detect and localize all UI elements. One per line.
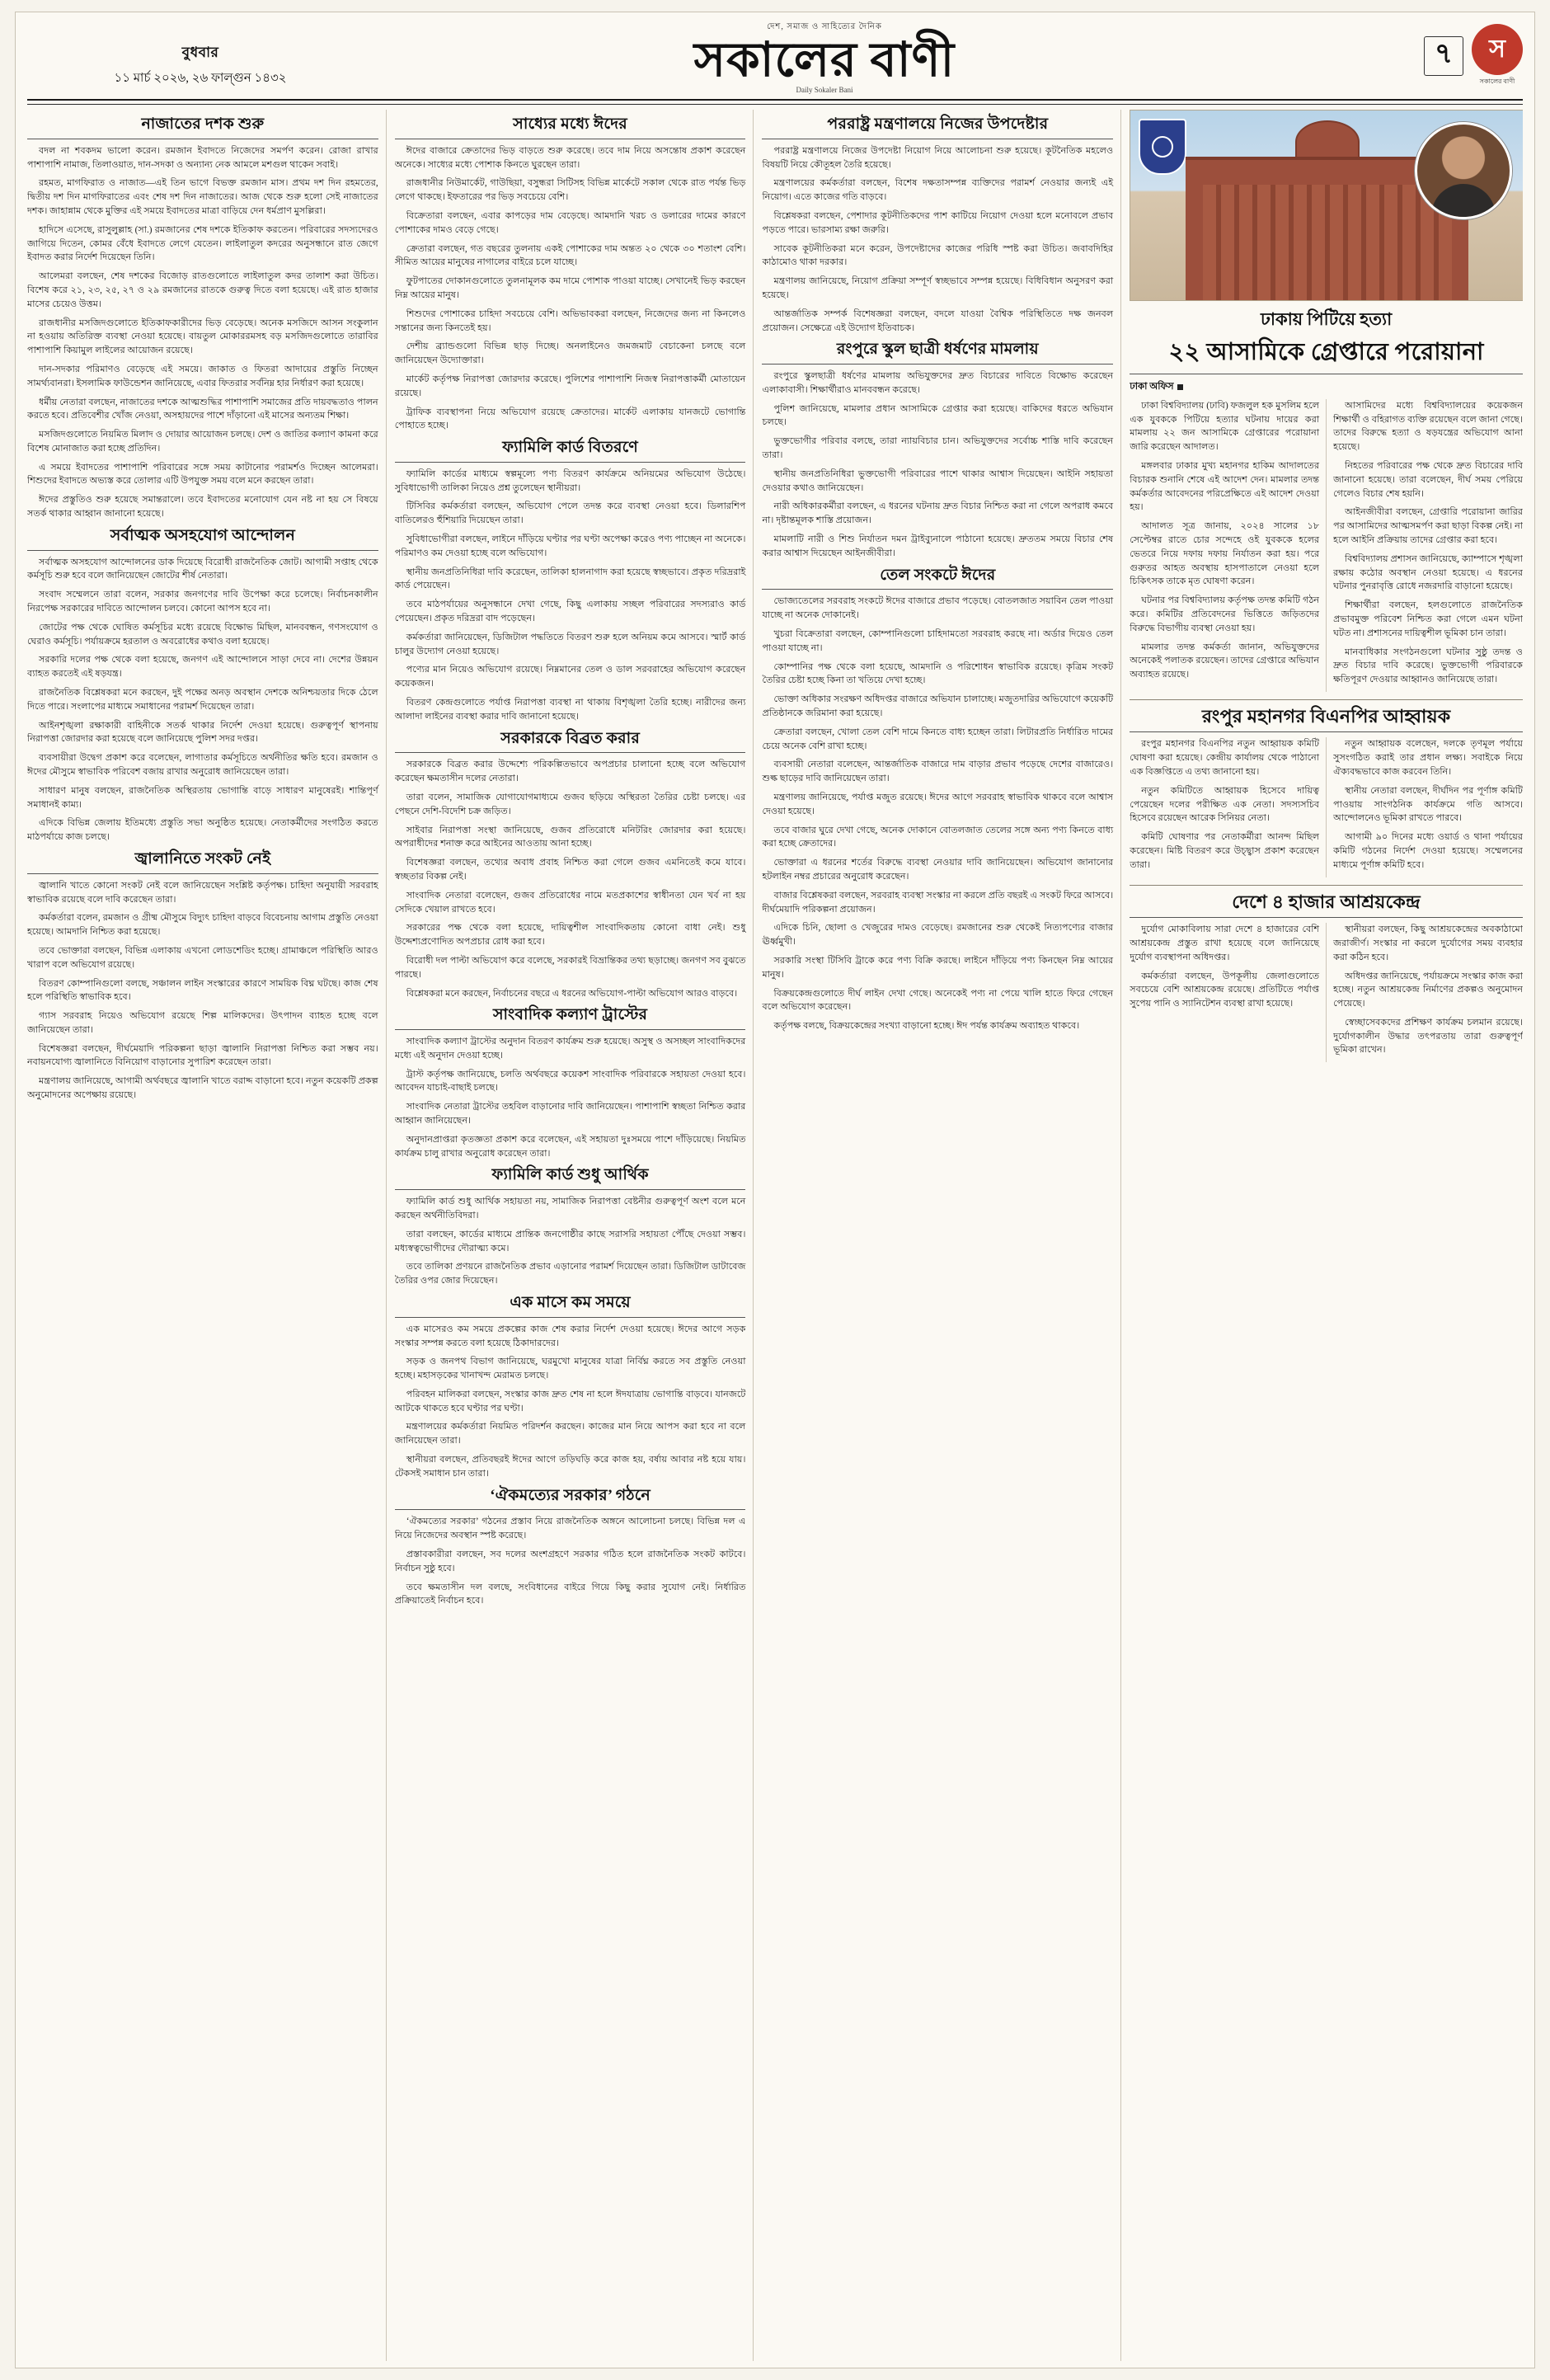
article-paragraph: কর্মকর্তারা বলেন, রমজান ও গ্রীষ্ম মৌসুমে বিদ্যুৎ চাহিদা বাড়বে বিবেচনায় আগাম প্রস্তুতি নেওয়া হয়েছে। আমদানি নিশ্চিত করা হয়েছে।	[27, 913, 378, 938]
article-headline: তেল সংকটে ঈদের	[880, 566, 996, 584]
lead-dateline	[1130, 379, 1523, 395]
article-paragraph: মসজিদগুলোতে নিয়মিত মিলাদ ও দোয়ার আয়োজন চলছে। দেশ ও জাতির কল্যাণ কামনা করে বিশেষ মোনাজাত করা হচ্ছে প্রতিদিন।	[27, 430, 378, 454]
section-rule	[1130, 885, 1523, 886]
article-paragraph: তবে বাজার ঘুরে দেখা গেছে, অনেক দোকানে বোতলজাত তেলের সঙ্গে অন্য পণ্য কিনতে বাধ্য করা হচ্ছে ক্রেতাদের।	[762, 825, 1114, 849]
article-paragraph: ট্রাফিক ব্যবস্থাপনা নিয়ে অভিযোগ রয়েছে ক্রেতাদের। মার্কেট এলাকায় যানজটে ভোগান্তি পোহাতে হচ্ছে।	[394, 407, 746, 431]
headline-rule	[1130, 731, 1523, 732]
article-paragraph: আন্তর্জাতিক সম্পর্ক বিশেষজ্ঞরা বলছেন, বদলে যাওয়া বৈশ্বিক পরিস্থিতিতে দক্ষ জনবল প্রয়োজন। সেক্ষেত্রে এই উদ্যোগ ইতিবাচক।	[762, 308, 1114, 333]
article-paragraph: নতুন আহ্বায়ক বলেছেন, দলকে তৃণমূল পর্যায়ে সুসংগঠিত করাই তার প্রধান লক্ষ্য। সবাইকে নিয়ে ঐক্যবদ্ধভাবে কাজ করবেন তিনি।	[1333, 739, 1524, 778]
article-paragraph: বিশ্লেষকরা মনে করছেন, নির্বাচনের বছরে এ ধরনের অভিযোগ-পাল্টা অভিযোগ আরও বাড়বে।	[406, 988, 738, 999]
article-paragraph: মন্ত্রণালয় জানিয়েছে, পর্যাপ্ত মজুত রয়েছে। ঈদের আগে সরবরাহ স্বাভাবিক থাকবে বলে আশ্বাস দেওয়া হয়েছে।	[762, 792, 1114, 816]
article-paragraph: ফ্যামিলি কার্ড শুধু আর্থিক সহায়তা নয়, সামাজিক নিরাপত্তা বেষ্টনীর গুরুত্বপূর্ণ অংশ বলে মনে করছেন অর্থনীতিবিদরা।	[394, 1197, 746, 1221]
article-paragraph: বিশেষজ্ঞরা বলছেন, দীর্ঘমেয়াদি পরিকল্পনা ছাড়া জ্বালানি নিরাপত্তা নিশ্চিত করা সম্ভব নয়। নবায়নযোগ্য জ্বালানিতে বিনিয়োগ বাড়ানোর সুপারিশ করেছেন তারা।	[27, 1043, 378, 1068]
article-paragraph: রংপুরে স্কুলছাত্রী ধর্ষণের মামলায় অভিযুক্তদের দ্রুত বিচারের দাবিতে বিক্ষোভ করেছেন এলাকাবাসী। শিক্ষার্থীরাও মানববন্ধন করেছে।	[762, 371, 1114, 395]
article-headline: ফ্যামিলি কার্ড শুধু আর্থিক	[491, 1166, 649, 1184]
article-paragraph: মন্ত্রণালয় জানিয়েছে, আগামী অর্থবছরে জ্বালানি খাতে বরাদ্দ বাড়ানো হবে। নতুন কয়েকটি প্রকল্প অনুমোদনের অপেক্ষায় রয়েছে।	[27, 1076, 378, 1101]
article-paragraph: ঘটনার পর বিশ্ববিদ্যালয় কর্তৃপক্ষ তদন্ত কমিটি গঠন করে। কমিটির প্রতিবেদনের ভিত্তিতে জড়িতদের বিরুদ্ধে বিভাগীয় ব্যবস্থা নেওয়া হয়।	[1130, 595, 1320, 633]
article-paragraph: খুচরা বিক্রেতারা বলছেন, কোম্পানিগুলো চাহিদামতো সরবরাহ করছে না। অর্ডার দিয়েও তেল পাওয়া যাচ্ছে না।	[762, 628, 1114, 653]
article-paragraph: রাজনৈতিক বিশ্লেষকরা মনে করছেন, দুই পক্ষের অনড় অবস্থান দেশকে অনিশ্চয়তার দিকে ঠেলে দিতে পারে। সংলাপের মাধ্যমে সমাধানের পরামর্শ দিয়েছেন তারা।	[27, 688, 378, 712]
article-paragraph: সরকারকে বিব্রত করার উদ্দেশ্যে পরিকল্পিতভাবে অপপ্রচার চালানো হচ্ছে বলে অভিযোগ করেছেন ক্ষমতাসীন দলের নেতারা।	[394, 760, 746, 784]
article-paragraph: ধর্মীয় নেতারা বলছেন, নাজাতের দশকে আত্মশুদ্ধির পাশাপাশি সমাজের প্রতি দায়বদ্ধতাও পালন করতে হবে। প্রতিবেশীর খোঁজ নেওয়া, অসহায়দের পাশে দাঁড়ানো এই মাসের অন্যতম শিক্ষা।	[27, 397, 378, 421]
article-paragraph: সংবাদ সম্মেলনে তারা বলেন, সরকার জনগণের দাবি উপেক্ষা করে চলেছে। নির্বাচনকালীন নিরপেক্ষ সরকারের দাবিতে আন্দোলন চলবে। কোনো আপস হবে না।	[27, 590, 378, 614]
article-paragraph: পরিবহন মালিকরা বলছেন, সংস্কার কাজ দ্রুত শেষ না হলে ঈদযাত্রায় ভোগান্তি বাড়বে। যানজটে আটকে থাকতে হবে ঘণ্টার পর ঘণ্টা।	[394, 1389, 746, 1413]
article-paragraph: ভোক্তা অধিকার সংরক্ষণ অধিদপ্তর বাজারে অভিযান চালাচ্ছে। মজুতদারির অভিযোগে কয়েকটি প্রতিষ্ঠানকে জরিমানা করা হয়েছে।	[762, 694, 1114, 718]
headline-rule	[762, 364, 1113, 365]
article-paragraph: সুবিধাভোগীরা বলছেন, লাইনে দাঁড়িয়ে ঘণ্টার পর ঘণ্টা অপেক্ষা করেও পণ্য পাচ্ছেন না অনেকে। পরিমাণও কম দেওয়া হচ্ছে বলে অভিযোগ।	[394, 534, 746, 558]
article-headline: এক মাসে কম সময়ে	[510, 1293, 631, 1311]
article-paragraph: সাংবাদিক নেতারা বলেছেন, গুজব প্রতিরোধের নামে মতপ্রকাশের স্বাধীনতা যেন খর্ব না হয় সেদিকে খেয়াল রাখতে হবে।	[394, 890, 746, 915]
article-paragraph: নারী অধিকারকর্মীরা বলছেন, এ ধরনের ঘটনায় দ্রুত বিচার নিশ্চিত করা না গেলে অপরাধ কমবে না। দৃষ্টান্তমূলক শাস্তি প্রয়োজন।	[762, 501, 1114, 526]
lead-body-left	[1130, 399, 1327, 692]
article-headline: পররাষ্ট্র মন্ত্রণালয়ে নিজের উপদেষ্টার	[827, 115, 1049, 133]
article-paragraph: ক্রেতারা বলছেন, খোলা তেল বেশি দামে কিনতে বাধ্য হচ্ছেন তারা। লিটারপ্রতি নির্ধারিত দামের চেয়ে অনেক বেশি রাখা হচ্ছে।	[762, 727, 1114, 751]
article-paragraph: তবে মাঠপর্যায়ের অনুসন্ধানে দেখা গেছে, কিছু এলাকায় সচ্ছল পরিবারের সদস্যরাও কার্ড পেয়েছেন। প্রকৃত দরিদ্ররা বাদ পড়েছেন।	[394, 600, 746, 624]
article-paragraph: বিশেষজ্ঞরা বলছেন, তথ্যের অবাধ প্রবাহ নিশ্চিত করা গেলে গুজব এমনিতেই কমে যাবে। স্বচ্ছতার বিকল্প নেই।	[394, 858, 746, 882]
article-paragraph: তবে ক্ষমতাসীন দল বলছে, সংবিধানের বাইরে গিয়ে কিছু করার সুযোগ নেই। নির্ধারিত প্রক্রিয়াতেই নির্বাচন হবে।	[394, 1582, 746, 1606]
article-paragraph: গ্যাস সরবরাহ নিয়েও অভিযোগ রয়েছে শিল্প মালিকদের। উৎপাদন ব্যাহত হচ্ছে বলে জানিয়েছেন তারা।	[27, 1011, 378, 1035]
article-paragraph: আদালত সূত্র জানায়, ২০২৪ সালের ১৮ সেপ্টেম্বর রাতে চোর সন্দেহে ওই যুবককে হলের ভেতরে নিয়ে দফায় দফায় নির্যাতন করা হয়। পরে গুরুতর আহত অবস্থায় হাসপাতালে নেওয়া হলে চিকিৎসক তাকে মৃত ঘোষণা করেন।	[1130, 521, 1320, 587]
article-paragraph: ব্যবসায়ীরা উদ্বেগ প্রকাশ করে বলেছেন, লাগাতার কর্মসূচিতে অর্থনীতির ক্ষতি হবে। রমজান ও ঈদের মৌসুমে স্বাভাবিক পরিবেশ বজায় রাখার অনুরোধ জানিয়েছেন তারা।	[27, 753, 378, 777]
article-headline: ফ্যামিলি কার্ড বিতরণে	[502, 439, 638, 457]
article-headline: সাংবাদিক কল্যাণ ট্রাস্টের	[492, 1006, 648, 1024]
article-headline: সর্বাত্মক অসহযোগ আন্দোলন	[110, 526, 296, 544]
lead-photo	[1130, 110, 1523, 301]
article-paragraph: এক মাসেরও কম সময়ে প্রকল্পের কাজ শেষ করার নির্দেশ দেওয়া হয়েছে। ঈদের আগে সড়ক সংস্কার সম্পন্ন করতে বলা হয়েছে ঠিকাদারদের।	[394, 1324, 746, 1348]
article-headline: নাজাতের দশক শুরু	[141, 115, 265, 133]
secondary-body-left	[1130, 737, 1327, 877]
article-paragraph: আলেমরা বলছেন, শেষ দশকের বিজোড় রাতগুলোতে লাইলাতুল কদর তালাশ করা উচিত। বিশেষ করে ২১, ২৩, ২৫, ২৭ ও ২৯ রমজানের রাতকে গুরুত্ব দিতে বলা হয়েছে। এই রাত হাজার মাসের চেয়েও উত্তম।	[27, 271, 378, 309]
article-paragraph: টিসিবির কর্মকর্তারা বলছেন, অভিযোগ পেলে তদন্ত করে ব্যবস্থা নেওয়া হবে। ডিলারশিপ বাতিলেরও হুঁশিয়ারি দিয়েছেন তারা।	[394, 501, 746, 526]
article-paragraph: আইনজীবীরা বলছেন, গ্রেপ্তারি পরোয়ানা জারির পর আসামিদের আত্মসমর্পণ করা ছাড়া বিকল্প নেই। না হলে আইনি প্রক্রিয়ায় তাদের গ্রেপ্তার করা হবে।	[1333, 507, 1524, 545]
article-paragraph: দুর্যোগ মোকাবিলায় সারা দেশে ৪ হাজারের বেশি আশ্রয়কেন্দ্র প্রস্তুত রাখা হয়েছে বলে জানিয়েছে দুর্যোগ ব্যবস্থাপনা অধিদপ্তর।	[1130, 924, 1320, 962]
university-crest-icon	[1139, 119, 1186, 175]
masthead-date: ১১ মার্চ ২০২৬, ২৬ ফাল্গুন ১৪৩২	[114, 72, 287, 85]
article-paragraph: তবে তালিকা প্রণয়নে রাজনৈতিক প্রভাব এড়ানোর পরামর্শ দিয়েছেন তারা। ডিজিটাল ডাটাবেজ তৈরির ওপর জোর দিয়েছেন।	[394, 1262, 746, 1286]
article-headline: রংপুরে স্কুল ছাত্রী ধর্ষণের মামলায়	[836, 341, 1039, 359]
article-paragraph: ফ্যামিলি কার্ডের মাধ্যমে স্বল্পমূল্যে পণ্য বিতরণ কার্যক্রমে অনিয়মের অভিযোগ উঠেছে। সুবিধাভোগী তালিকা নিয়েও প্রশ্ন তুলেছেন স্থানীয়রা।	[394, 468, 746, 493]
section-rule	[1130, 699, 1523, 700]
article-headline: ‘ঐকমত্যের সরকার’ গঠনে	[490, 1486, 651, 1504]
headline-rule	[395, 1317, 746, 1318]
article-paragraph: ঈদের প্রস্তুতিও শুরু হয়েছে সমান্তরালে। তবে ইবাদতের মনোযোগ যেন নষ্ট না হয় সে বিষয়ে সতর্ক থাকার আহ্বান জানানো হয়েছে।	[27, 495, 378, 520]
secondary-body-columns	[1130, 737, 1523, 877]
headline-rule	[27, 550, 378, 551]
article-paragraph: শিক্ষার্থীরা বলছেন, হলগুলোতে রাজনৈতিক প্রভাবমুক্ত পরিবেশ নিশ্চিত করা গেলে এমন ঘটনা ঘটত না। প্রশাসনের দায়িত্বশীল ভূমিকা চান তারা।	[1333, 600, 1524, 638]
article-paragraph: স্থানীয়রা বলছেন, প্রতিবছরই ঈদের আগে তড়িঘড়ি করে কাজ হয়, বর্ষায় আবার নষ্ট হয়ে যায়। টেকসই সমাধান চান তারা।	[394, 1455, 746, 1479]
column-2	[395, 110, 754, 2361]
article-paragraph: মন্ত্রণালয়ের কর্মকর্তারা নিয়মিত পরিদর্শন করছেন। কাজের মান নিয়ে আপস করা হবে না বলে জানিয়েছেন তারা।	[394, 1422, 746, 1446]
article-paragraph: রংপুর মহানগর বিএনপির নতুন আহ্বায়ক কমিটি ঘোষণা করা হয়েছে। কেন্দ্রীয় কার্যালয় থেকে পাঠানো এক বিজ্ঞপ্তিতে এ তথ্য জানানো হয়।	[1130, 739, 1320, 778]
article-paragraph: বিতরণ কেন্দ্রগুলোতে পর্যাপ্ত নিরাপত্তা ব্যবস্থা না থাকায় বিশৃঙ্খলা তৈরি হচ্ছে। নারীদের জন্য আলাদা লাইনের ব্যবস্থা করার দাবি জানানো হয়েছে।	[394, 698, 746, 722]
article-paragraph: কোম্পানির পক্ষ থেকে বলা হয়েছে, আমদানি ও পরিশোধন স্বাভাবিক রয়েছে। কৃত্রিম সংকট তৈরির চেষ্টা হচ্ছে কিনা তা খতিয়ে দেখা হচ্ছে।	[762, 661, 1114, 686]
brand-logo-icon: স	[1472, 24, 1523, 75]
article-paragraph: স্থানীয় জনপ্রতিনিধিরা দাবি করেছেন, তালিকা হালনাগাদ করা হয়েছে স্বচ্ছভাবে। প্রকৃত দরিদ্ররাই কার্ড পেয়েছেন।	[394, 567, 746, 591]
article-paragraph: স্থানীয় নেতারা বলছেন, দীর্ঘদিন পর পূর্ণাঙ্গ কমিটি পাওয়ায় সাংগঠনিক কার্যক্রমে গতি আসবে। আন্দোলনেও ভূমিকা রাখতে পারবে।	[1333, 785, 1524, 824]
article-headline: দেশে ৪ হাজার আশ্রয়কেন্দ্র	[1232, 891, 1421, 912]
article-columns	[27, 110, 1523, 2361]
article-paragraph: দেশীয় ব্র্যান্ডগুলো বিভিন্ন ছাড় দিচ্ছে। অনলাইনেও জমজমাট বেচাকেনা চলছে বলে জানিয়েছেন উদ্যোক্তারা।	[394, 341, 746, 366]
article-paragraph: সাবেক কূটনীতিকরা মনে করেন, উপদেষ্টাদের কাজের পরিধি স্পষ্ট করা উচিত। জবাবদিহির কাঠামোও থাকা দরকার।	[762, 243, 1114, 268]
headline-rule	[1130, 917, 1523, 918]
masthead-title-block	[373, 21, 1275, 94]
tertiary-body-columns	[1130, 923, 1523, 1062]
article-paragraph: সাধারণ মানুষ বলছেন, রাজনৈতিক অস্থিরতায় ভোগান্তি বাড়ে সাধারণ মানুষেরই। শান্তিপূর্ণ সমাধানই কাম্য।	[27, 785, 378, 810]
article-paragraph: মন্ত্রণালয় জানিয়েছে, নিয়োগ প্রক্রিয়া সম্পূর্ণ স্বচ্ছভাবে সম্পন্ন হয়েছে। বিধিবিধান অনুসরণ করা হয়েছে।	[762, 276, 1114, 300]
article-paragraph: বদল না শবকদম ভালো করেন। রমজান ইবাদতে নিজেদের সমর্পণ করেন। রোজা রাখার পাশাপাশি নামাজ, তিলাওয়াত, দান-সদকা ও অন্যান্য নেক আমলে মশগুল থাকেন সবাই।	[27, 145, 378, 170]
article-paragraph: মঙ্গলবার ঢাকার মুখ্য মহানগর হাকিম আদালতের বিচারক শুনানি শেষে এই আদেশ দেন। মামলার তদন্ত কর্মকর্তার আবেদনের পরিপ্রেক্ষিতে এই আদেশ দেওয়া হয়।	[1130, 460, 1320, 513]
headline-rule	[395, 752, 746, 753]
article-paragraph: প্রস্তাবকারীরা বলছেন, সব দলের অংশগ্রহণে সরকার গঠিত হলে রাজনৈতিক সংকট কাটবে। নির্বাচন সুষ্ঠু হবে।	[394, 1550, 746, 1573]
article-paragraph: কর্মকর্তারা জানিয়েছেন, ডিজিটাল পদ্ধতিতে বিতরণ শুরু হলে অনিয়ম কমে আসবে। স্মার্ট কার্ড চালুর উদ্যোগ নেওয়া হয়েছে।	[394, 632, 746, 656]
tertiary-body-left	[1130, 923, 1327, 1062]
article-paragraph: ভোজ্যতেলের সরবরাহ সংকটে ঈদের বাজারে প্রভাব পড়েছে। বোতলজাত সয়াবিন তেল পাওয়া যাচ্ছে না অনেক দোকানেই।	[762, 596, 1114, 621]
lead-body-columns	[1130, 399, 1523, 692]
article-paragraph: তারা বলছেন, কার্ডের মাধ্যমে প্রান্তিক জনগোষ্ঠীর কাছে সরাসরি সহায়তা পৌঁছে দেওয়া সম্ভব। মধ্যস্বত্বভোগীদের দৌরাত্ম্য কমে।	[394, 1229, 746, 1253]
issue-number: ৭	[1424, 36, 1463, 76]
article-paragraph: জোটের পক্ষ থেকে ঘোষিত কর্মসূচির মধ্যে রয়েছে বিক্ষোভ মিছিল, মানববন্ধন, গণসংযোগ ও ঘেরাও কর্মসূচি। পর্যায়ক্রমে হরতাল ও অবরোধের কথাও বলা হয়েছে।	[27, 622, 378, 647]
article-paragraph: পুলিশ জানিয়েছে, মামলার প্রধান আসামিকে গ্রেপ্তার করা হয়েছে। বাকিদের ধরতে অভিযান চলছে।	[762, 403, 1114, 428]
article-paragraph: ঈদের বাজারে ক্রেতাদের ভিড় বাড়তে শুরু করেছে। তবে দাম নিয়ে অসন্তোষ প্রকাশ করেছেন অনেকে। সাধ্যের মধ্যে পোশাক কিনতে ঘুরছেন তারা।	[394, 145, 746, 170]
article-paragraph: ঢাকা বিশ্ববিদ্যালয় (ঢাবি) ফজলুল হক মুসলিম হলে এক যুবককে পিটিয়ে হত্যার ঘটনায় দায়ের করা মামলায় ২২ জন আসামিকে গ্রেপ্তারের পরোয়ানা জারি করেছেন আদালত।	[1130, 400, 1320, 453]
article-paragraph: সরকারি সংস্থা টিসিবি ট্রাকে করে পণ্য বিক্রি করছে। লাইনে দাঁড়িয়ে পণ্য কিনছেন নিম্ন আয়ের মানুষ।	[762, 955, 1114, 980]
article-paragraph: সর্বাত্মক অসহযোগ আন্দোলনের ডাক দিয়েছে বিরোধী রাজনৈতিক জোট। আগামী সপ্তাহ থেকে কর্মসূচি শুরু হবে বলে জানিয়েছেন জোটের শীর্ষ নেতারা।	[27, 557, 378, 581]
article-paragraph: এদিকে চিনি, ছোলা ও খেজুরের দামও বেড়েছে। রমজানের শুরু থেকেই নিত্যপণ্যের বাজার ঊর্ধ্বমুখী।	[762, 923, 1114, 948]
article-paragraph: বিশ্লেষকরা বলছেন, পেশাদার কূটনীতিকদের পাশ কাটিয়ে নিয়োগ দেওয়া হলে মনোবলে প্রভাব পড়তে পারে। ভারসাম্য রক্ষা জরুরি।	[762, 210, 1114, 235]
article-paragraph: রাজধানীর নিউমার্কেট, গাউছিয়া, বসুন্ধরা সিটিসহ বিভিন্ন মার্কেটে সকাল থেকে রাত পর্যন্ত ভিড় লেগে থাকছে। ইফতারের পর ভিড় সবচেয়ে বেশি।	[394, 178, 746, 203]
article-paragraph: ব্যবসায়ী নেতারা বলেছেন, আন্তর্জাতিক বাজারে দাম বাড়ার প্রভাব পড়েছে দেশের বাজারেও। শুল্ক ছাড়ের দাবি জানিয়েছেন তারা।	[762, 760, 1114, 784]
article-paragraph: এ সময়ে ইবাদতের পাশাপাশি পরিবারের সঙ্গে সময় কাটানোর পরামর্শও দিচ্ছেন আলেমরা। শিশুদের ইবাদতে অভ্যস্ত করে তোলার এটি উপযুক্ত সময় বলে মনে করছেন তারা।	[27, 462, 378, 487]
article-paragraph: মামলার তদন্ত কর্মকর্তা জানান, অভিযুক্তদের অনেকেই পলাতক রয়েছেন। তাদের গ্রেপ্তারে অভিযান অব্যাহত রয়েছে।	[1130, 642, 1320, 680]
article-paragraph: আগামী ৯০ দিনের মধ্যে ওয়ার্ড ও থানা পর্যায়ের কমিটি গঠনের নির্দেশ দেওয়া হয়েছে। সম্মেলনের মাধ্যমে পূর্ণাঙ্গ কমিটি হবে।	[1333, 832, 1524, 870]
article-paragraph: অনুদানপ্রাপ্তরা কৃতজ্ঞতা প্রকাশ করে বলেছেন, এই সহায়তা দুঃসময়ে পাশে দাঁড়িয়েছে। নিয়মিত কার্যক্রম চালু রাখার অনুরোধ করেছেন তারা।	[394, 1134, 746, 1159]
article-paragraph: অধিদপ্তর জানিয়েছে, পর্যায়ক্রমে সংস্কার কাজ করা হচ্ছে। নতুন আশ্রয়কেন্দ্র নির্মাণের প্রকল্পও অনুমোদন পেয়েছে।	[1333, 971, 1524, 1009]
article-paragraph: মামলাটি নারী ও শিশু নির্যাতন দমন ট্রাইব্যুনালে পাঠানো হয়েছে। দ্রুততম সময়ে বিচার শেষ করার আশ্বাস দিয়েছেন আইনজীবীরা।	[762, 534, 1114, 558]
lead-headline: ২২ আসামিকে গ্রেপ্তারে পরোয়ানা	[1168, 339, 1484, 365]
article-headline: রংপুর মহানগর বিএনপির আহ্বায়ক	[1201, 705, 1451, 727]
article-paragraph: সাংবাদিক নেতারা ট্রাস্টের তহবিল বাড়ানোর দাবি জানিয়েছেন। পাশাপাশি স্বচ্ছতা নিশ্চিত করার আহ্বান জানিয়েছেন।	[394, 1102, 746, 1127]
newspaper-title: সকালের বাণী	[693, 33, 956, 87]
masthead-rule	[27, 104, 1523, 105]
article-paragraph: জ্বালানি খাতে কোনো সংকট নেই বলে জানিয়েছেন সংশ্লিষ্ট কর্তৃপক্ষ। চাহিদা অনুযায়ী সরবরাহ স্বাভাবিক রয়েছে বলে দাবি করেছেন তারা।	[27, 880, 378, 905]
column-4	[1130, 110, 1523, 2361]
article-paragraph: শিশুদের পোশাকের চাহিদা সবচেয়ে বেশি। অভিভাবকরা বলছেন, নিজেদের জন্য না কিনলেও সন্তানের জন্য কিনতেই হয়।	[394, 308, 746, 333]
article-paragraph: বিরোধী দল পাল্টা অভিযোগ করে বলেছে, সরকারই বিভ্রান্তিকর তথ্য ছড়াচ্ছে। জনগণ সব বুঝতে পারছে।	[394, 955, 746, 980]
article-paragraph: বাজার বিশ্লেষকরা বলছেন, সরবরাহ ব্যবস্থা সংস্কার না করলে প্রতি বছরই এ সংকট ফিরে আসবে। দীর্ঘমেয়াদি পরিকল্পনা প্রয়োজন।	[762, 890, 1114, 915]
lead-kicker: ঢাকায় পিটিয়ে হত্যা	[1261, 309, 1393, 329]
article-paragraph: আইনশৃঙ্খলা রক্ষাকারী বাহিনীকে সতর্ক থাকার নির্দেশ দেওয়া হয়েছে। গুরুত্বপূর্ণ স্থাপনায় নিরাপত্তা জোরদার করা হয়েছে বলে জানিয়েছে পুলিশ সদর দপ্তর।	[27, 720, 378, 745]
article-paragraph: সড়ক ও জনপথ বিভাগ জানিয়েছে, ঘরমুখো মানুষের যাত্রা নির্বিঘ্ন করতে সব প্রস্তুতি নেওয়া হচ্ছে। মহাসড়কের খানাখন্দ মেরামত চলছে।	[394, 1357, 746, 1381]
article-paragraph: নিহতের পরিবারের পক্ষ থেকে দ্রুত বিচারের দাবি জানানো হয়েছে। তারা বলেছেন, দীর্ঘ সময় পেরিয়ে গেলেও বিচার শেষ হয়নি।	[1333, 460, 1524, 499]
article-paragraph: হাদিসে এসেছে, রাসুলুল্লাহ (সা.) রমজানের শেষ দশকে ইতিকাফ করতেন। পরিবারের সদস্যদেরও জাগিয়ে দিতেন, কোমর বেঁধে ইবাদতে লেগে যেতেন। লাইলাতুল কদরের অনুসন্ধানে রাত জেগে ইবাদত করার নির্দেশ দিয়েছেন তিনি।	[27, 224, 378, 263]
masthead	[27, 21, 1523, 101]
headline-rule	[395, 1509, 746, 1510]
article-headline: জ্বালানিতে সংকট নেই	[134, 849, 271, 868]
article-paragraph: রাজধানীর মসজিদগুলোতে ইতিকাফকারীদের ভিড় বেড়েছে। অনেক মসজিদে আসন সংকুলান না হওয়ায় অতিরিক্ত ব্যবস্থা নেওয়া হয়েছে। বায়তুল মোকাররমসহ বড় মসজিদগুলোতে তারাবির পাশাপাশি কিয়ামুল লাইলের আয়োজন রয়েছে।	[27, 317, 378, 356]
masthead-subtitle: Daily Sokaler Bani	[796, 86, 853, 94]
article-paragraph: পররাষ্ট্র মন্ত্রণালয়ে নিজের উপদেষ্টা নিয়োগ নিয়ে আলোচনা শুরু হয়েছে। কূটনৈতিক মহলেও বিষয়টি নিয়ে কৌতূহল তৈরি হয়েছে।	[762, 145, 1114, 170]
headline-rule	[395, 1029, 746, 1030]
article-paragraph: ক্রেতারা বলছেন, গত বছরের তুলনায় একই পোশাকের দাম অন্তত ২০ থেকে ৩০ শতাংশ বেশি। সীমিত আয়ের মানুষের নাগালের বাইরে চলে যাচ্ছে।	[394, 243, 746, 268]
article-paragraph: নতুন কমিটিতে আহ্বায়ক হিসেবে দায়িত্ব পেয়েছেন দলের পরীক্ষিত এক নেতা। সদস্যসচিব হিসেবে রয়েছেন আরেক সিনিয়র নেতা।	[1130, 785, 1320, 824]
article-paragraph: কর্মকর্তারা বলছেন, উপকূলীয় জেলাগুলোতে সবচেয়ে বেশি আশ্রয়কেন্দ্র রয়েছে। প্রতিটিতে পর্যাপ্ত সুপেয় পানি ও স্যানিটেশন ব্যবস্থা রাখা হয়েছে।	[1130, 971, 1320, 1009]
article-paragraph: সাইবার নিরাপত্তা সংস্থা জানিয়েছে, গুজব প্রতিরোধে মনিটরিং জোরদার করা হয়েছে। অপরাধীদের শনাক্ত করে আইনের আওতায় আনা হচ্ছে।	[394, 825, 746, 849]
article-paragraph: এদিকে বিভিন্ন জেলায় ইতিমধ্যে প্রস্তুতি সভা অনুষ্ঠিত হয়েছে। নেতাকর্মীদের সংগঠিত করতে মাঠপর্যায়ে কাজ চলছে।	[27, 818, 378, 843]
headline-rule	[762, 589, 1113, 590]
secondary-body-right	[1333, 737, 1523, 877]
article-paragraph: দান-সদকার পরিমাণও বেড়েছে এই সময়ে। জাকাত ও ফিতরা আদায়ের প্রস্তুতি নিচ্ছেন সামর্থ্যবানরা। ইসলামিক ফাউন্ডেশন জানিয়েছে, এবার ফিতরার সর্বনিম্ন হার নির্ধারণ করা হয়েছে।	[27, 364, 378, 388]
article-paragraph: ট্রাস্ট কর্তৃপক্ষ জানিয়েছে, চলতি অর্থবছরে কয়েকশ সাংবাদিক পরিবারকে সহায়তা দেওয়া হবে। আবেদন যাচাই-বাছাই চলছে।	[394, 1069, 746, 1094]
headline-rule	[27, 873, 378, 874]
headline-rule	[395, 462, 746, 463]
masthead-date-block	[27, 21, 373, 89]
article-paragraph: ‘ঐকমত্যের সরকার’ গঠনের প্রস্তাব নিয়ে রাজনৈতিক অঙ্গনে আলোচনা চলছে। বিভিন্ন দল এ নিয়ে নিজেদের অবস্থান স্পষ্ট করেছে।	[394, 1517, 746, 1541]
article-paragraph: আসামিদের মধ্যে বিশ্ববিদ্যালয়ের কয়েকজন শিক্ষার্থী ও বহিরাগত ব্যক্তি রয়েছেন বলে জানা গেছে। তাদের বিরুদ্ধে হত্যা ও ষড়যন্ত্রের অভিযোগ আনা হয়েছে।	[1333, 400, 1524, 453]
article-paragraph: মার্কেট কর্তৃপক্ষ নিরাপত্তা জোরদার করেছে। পুলিশের পাশাপাশি নিজস্ব নিরাপত্তাকর্মী মোতায়েন রয়েছে।	[394, 374, 746, 398]
article-paragraph: মন্ত্রণালয়ের কর্মকর্তারা বলছেন, বিশেষ দক্ষতাসম্পন্ন ব্যক্তিদের পরামর্শ নেওয়ার জন্যই এই নিয়োগ। এতে কাজের গতি বাড়বে।	[762, 178, 1114, 203]
article-paragraph: বিক্রয়কেন্দ্রগুলোতে দীর্ঘ লাইন দেখা গেছে। অনেকেই পণ্য না পেয়ে খালি হাতে ফিরে গেছেন বলে অভিযোগ করেছেন।	[762, 988, 1114, 1013]
column-3	[762, 110, 1121, 2361]
article-paragraph: ভোক্তারা এ ধরনের শর্তের বিরুদ্ধে ব্যবস্থা নেওয়ার দাবি জানিয়েছেন। অভিযোগ জানানোর হটলাইন নম্বর প্রচারের অনুরোধ করেছেন।	[762, 858, 1114, 882]
article-paragraph: রহমত, মাগফিরাত ও নাজাত—এই তিন ভাগে বিভক্ত রমজান মাস। প্রথম দশ দিন রহমতের, দ্বিতীয় দশ দিন মাগফিরাতের এবং শেষ দশ দিন নাজাতের। আজ থেকে শুরু হলো সেই নাজাতের দশক। জাহান্নাম থেকে মুক্তির এই সময়ে ইবাদতের মাত্রা বাড়িয়ে দেন ধর্মপ্রাণ মুসল্লিরা।	[27, 178, 378, 216]
tertiary-body-right	[1333, 923, 1523, 1062]
article-paragraph: পণ্যের মান নিয়েও অভিযোগ রয়েছে। নিম্নমানের তেল ও ডাল সরবরাহের অভিযোগ করেছেন কয়েকজন।	[394, 665, 746, 689]
masthead-tagline: দেশ, সমাজ ও সাহিত্যের দৈনিক	[767, 22, 882, 31]
dateline-marker-icon	[1177, 384, 1183, 390]
article-paragraph: তবে ভোক্তারা বলছেন, বিভিন্ন এলাকায় এখনো লোডশেডিং হচ্ছে। গ্রামাঞ্চলে পরিস্থিতি আরও খারাপ বলে অভিযোগ রয়েছে।	[27, 945, 378, 970]
article-paragraph: ফুটপাতের দোকানগুলোতে তুলনামূলক কম দামে পোশাক পাওয়া যাচ্ছে। সেখানেই ভিড় করছেন নিম্ন আয়ের মানুষ।	[394, 276, 746, 300]
article-paragraph: মানবাধিকার সংগঠনগুলো ঘটনার সুষ্ঠু তদন্ত ও দ্রুত বিচার দাবি করেছে। ভুক্তভোগী পরিবারকে ক্ষতিপূরণ দেওয়ার আহ্বানও জানিয়েছে তারা।	[1333, 647, 1524, 685]
article-paragraph: স্থানীয় জনপ্রতিনিধিরা ভুক্তভোগী পরিবারের পাশে থাকার আশ্বাস দিয়েছেন। আইনি সহায়তা দেওয়ার কথাও জানিয়েছেন।	[762, 468, 1114, 493]
newspaper-sheet	[15, 12, 1535, 2368]
article-paragraph: কমিটি ঘোষণার পর নেতাকর্মীরা আনন্দ মিছিল করেছেন। মিষ্টি বিতরণ করে উচ্ছ্বাস প্রকাশ করেছেন তারা।	[1130, 832, 1320, 870]
brand-logo-caption: সকালের বাণী	[1479, 78, 1515, 85]
masthead-logo-block	[1275, 21, 1523, 87]
article-paragraph: স্বেচ্ছাসেবকদের প্রশিক্ষণ কার্যক্রম চলমান রয়েছে। দুর্যোগকালীন উদ্ধার তৎপরতায় তারা গুরুত্বপূর্ণ ভূমিকা রাখেন।	[1333, 1017, 1524, 1056]
dateline-text: ঢাকা অফিস	[1130, 381, 1174, 392]
article-headline: সরকারকে বিব্রত করার	[500, 729, 640, 747]
article-paragraph: স্থানীয়রা বলছেন, কিছু আশ্রয়কেন্দ্রের অবকাঠামো জরাজীর্ণ। সংস্কার না করলে দুর্যোগের সময় ব্যবহার করা কঠিন হবে।	[1333, 924, 1524, 962]
article-paragraph: বিক্রেতারা বলছেন, এবার কাপড়ের দাম বেড়েছে। আমদানি খরচ ও ডলারের দামের কারণে পোশাকের দামও বেড়ে গেছে।	[394, 210, 746, 235]
article-paragraph: সরকারি দলের পক্ষ থেকে বলা হয়েছে, জনগণ এই আন্দোলনে সাড়া দেবে না। দেশের উন্নয়ন ব্যাহত করতেই এই ষড়যন্ত্র।	[27, 655, 378, 680]
article-paragraph: সাংবাদিক কল্যাণ ট্রাস্টের অনুদান বিতরণ কার্যক্রম শুরু হয়েছে। অসুস্থ ও অসচ্ছল সাংবাদিকদের মধ্যে এই অনুদান দেওয়া হচ্ছে।	[394, 1037, 746, 1061]
lead-body-right	[1333, 399, 1523, 692]
victim-portrait	[1415, 122, 1512, 219]
article-paragraph: বিতরণ কোম্পানিগুলো বলছে, সঞ্চালন লাইন সংস্কারের কারণে সাময়িক বিঘ্ন ঘটছে। কাজ শেষ হলে পরিস্থিতি স্বাভাবিক হবে।	[27, 978, 378, 1003]
column-1	[27, 110, 387, 2361]
headline-rule	[395, 1189, 746, 1190]
article-headline: সাধ্যের মধ্যে ঈদের	[513, 115, 627, 133]
article-paragraph: ভুক্তভোগীর পরিবার বলছে, তারা ন্যায়বিচার চান। অভিযুক্তদের সর্বোচ্চ শাস্তি দাবি করেছেন তারা।	[762, 436, 1114, 461]
article-paragraph: তারা বলেন, সামাজিক যোগাযোগমাধ্যমে গুজব ছড়িয়ে অস্থিরতা তৈরির চেষ্টা চলছে। এর পেছনে দেশি-বিদেশি চক্র জড়িত।	[394, 792, 746, 816]
article-paragraph: সরকারের পক্ষ থেকে বলা হয়েছে, দায়িত্বশীল সাংবাদিকতায় কোনো বাধা নেই। শুধু উদ্দেশ্যপ্রণোদিত অপপ্রচার রোধ করা হবে।	[394, 923, 746, 948]
masthead-weekday: বুধবার	[181, 45, 219, 60]
article-paragraph: বিশ্ববিদ্যালয় প্রশাসন জানিয়েছে, ক্যাম্পাসে শৃঙ্খলা রক্ষায় কঠোর অবস্থান নেওয়া হয়েছে। এ ধরনের ঘটনার পুনরাবৃত্তি রোধে নজরদারি বাড়ানো হয়েছে।	[1333, 553, 1524, 592]
article-paragraph: কর্তৃপক্ষ বলছে, বিক্রয়কেন্দ্রের সংখ্যা বাড়ানো হচ্ছে। ঈদ পর্যন্ত কার্যক্রম অব্যাহত থাকবে।	[773, 1021, 1080, 1032]
